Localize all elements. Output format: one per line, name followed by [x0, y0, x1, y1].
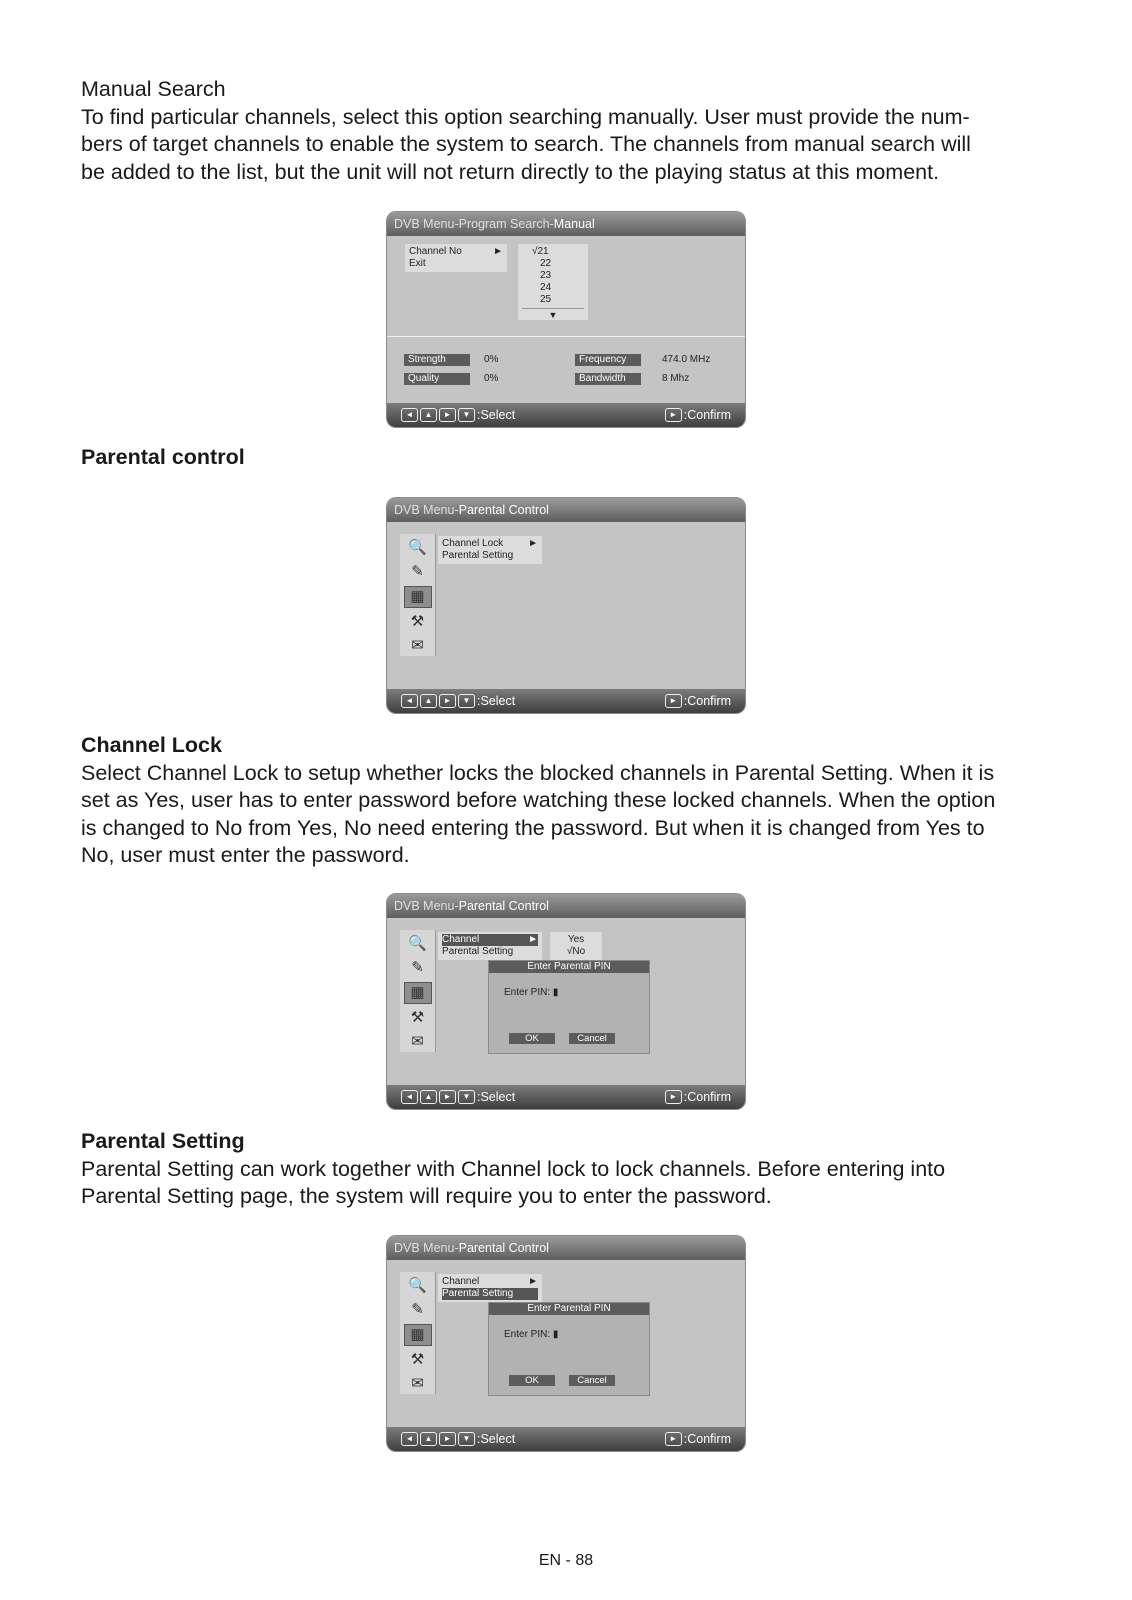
page-number: EN - 88: [538, 1552, 594, 1569]
parental-control-screen: [387, 498, 745, 713]
channel-item[interactable]: √21: [532, 246, 549, 257]
screen-footer: [387, 403, 745, 427]
lock-options: [550, 932, 602, 960]
frequency-value: 474.0 MHz: [662, 354, 711, 365]
parental-setting-line-2: Parental Setting page, the system will require you to enter the password.: [81, 1184, 772, 1208]
ok-button[interactable]: OK: [509, 1033, 555, 1044]
parental-control-heading: Parental control: [81, 445, 245, 469]
manual-search-line-1: To find particular channels, select this option searching manually. User must provide the num-: [81, 104, 970, 129]
select-hint: :Select: [477, 408, 516, 422]
search-icon[interactable]: 🔍: [408, 539, 427, 556]
play-key-icon: ►: [665, 1090, 682, 1104]
menu-item-channel-no[interactable]: Channel No ►: [409, 246, 503, 257]
dialog-title: Enter Parental PIN: [489, 1303, 649, 1315]
manual-search-screen: [387, 212, 745, 427]
cancel-button[interactable]: Cancel: [569, 1375, 615, 1386]
parental-setting-section: [81, 1128, 1071, 1211]
program-search-icon[interactable]: ✎: [411, 563, 424, 580]
select-hint: :Select: [477, 694, 516, 708]
right-key-icon: ►: [439, 1090, 456, 1104]
play-key-icon: ►: [665, 694, 682, 708]
cancel-button[interactable]: Cancel: [569, 1033, 615, 1044]
menu-item-channel[interactable]: Channel ►: [442, 1276, 538, 1287]
confirm-hint: :Confirm: [683, 1090, 731, 1104]
left-key-icon: ◄: [401, 1432, 418, 1446]
manual-search-section: [81, 76, 1071, 186]
menu-item-channel-lock[interactable]: Channel Lock ►: [442, 538, 538, 549]
pin-dialog: [488, 1302, 650, 1396]
screen-footer: [387, 1085, 745, 1109]
channel-item[interactable]: 22: [540, 258, 552, 269]
search-icon[interactable]: 🔍: [408, 1277, 427, 1294]
screen-title: DVB Menu-Parental Control: [387, 1236, 745, 1260]
screen-title: DVB Menu-Program Search-Manual: [387, 212, 745, 236]
bandwidth-label: Bandwidth: [575, 373, 641, 385]
up-key-icon: ▲: [420, 1090, 437, 1104]
mail-icon[interactable]: ✉: [411, 1375, 424, 1392]
down-key-icon: ▼: [458, 1432, 475, 1446]
channel-lock-line-2: set as Yes, user has to enter password before watching these locked channels. When the option: [81, 788, 996, 812]
dialog-title: Enter Parental PIN: [489, 961, 649, 973]
confirm-hint: :Confirm: [683, 1432, 731, 1446]
frequency-label: Frequency: [575, 354, 641, 366]
icon-sidebar: [400, 1272, 436, 1394]
icon-sidebar: [400, 534, 436, 656]
pin-field[interactable]: Enter PIN: ▮: [504, 987, 559, 998]
left-key-icon: ◄: [401, 694, 418, 708]
lock-icon[interactable]: ▦: [404, 586, 432, 608]
scroll-down-arrow-icon[interactable]: ▼: [522, 308, 584, 321]
channel-lock-screen: [387, 894, 745, 1109]
lock-icon[interactable]: ▦: [404, 982, 432, 1004]
parental-setting-line-1: Parental Setting can work together with Channel lock to lock channels. Before entering into: [81, 1156, 946, 1181]
channel-list: [518, 244, 588, 320]
down-key-icon: ▼: [458, 408, 475, 422]
search-icon[interactable]: 🔍: [408, 935, 427, 952]
quality-label: Quality: [404, 373, 470, 385]
select-hint: :Select: [477, 1090, 516, 1104]
pin-field[interactable]: Enter PIN: ▮: [504, 1329, 559, 1340]
play-key-icon: ►: [665, 408, 682, 422]
confirm-hint: :Confirm: [683, 408, 731, 422]
lock-icon[interactable]: ▦: [404, 1324, 432, 1346]
manual-search-line-3: be added to the list, but the unit will not return directly to the playing status at this moment.: [81, 159, 940, 184]
manual-search-heading: Manual Search: [81, 77, 226, 101]
left-key-icon: ◄: [401, 1090, 418, 1104]
parental-setting-heading: Parental Setting: [81, 1129, 245, 1153]
program-search-icon[interactable]: ✎: [411, 1301, 424, 1318]
channel-item[interactable]: 24: [540, 282, 552, 293]
right-key-icon: ►: [439, 408, 456, 422]
menu-item-parental-setting[interactable]: Parental Setting: [442, 550, 514, 561]
right-key-icon: ►: [439, 694, 456, 708]
mail-icon[interactable]: ✉: [411, 637, 424, 654]
screen-title: DVB Menu-Parental Control: [387, 498, 745, 522]
screen-title: DVB Menu-Parental Control: [387, 894, 745, 918]
menu-item-exit[interactable]: Exit: [409, 258, 426, 269]
parental-menu: [438, 932, 542, 960]
channel-item[interactable]: 25: [540, 294, 552, 305]
quality-value: 0%: [484, 373, 499, 384]
divider: [387, 336, 745, 337]
screen-footer: [387, 689, 745, 713]
channel-lock-line-4: No, user must enter the password.: [81, 843, 410, 867]
mail-icon[interactable]: ✉: [411, 1033, 424, 1050]
left-key-icon: ◄: [401, 408, 418, 422]
channel-lock-line-3: is changed to No from Yes, No need entering the password. But when it is changed from Yes to: [81, 815, 985, 840]
manual-search-line-2: bers of target channels to enable the system to search. The channels from manual search will: [81, 132, 971, 156]
option-yes[interactable]: Yes: [567, 934, 585, 945]
up-key-icon: ▲: [420, 1432, 437, 1446]
tool-icon[interactable]: ⚒: [410, 1351, 425, 1368]
play-key-icon: ►: [665, 1432, 682, 1446]
pin-dialog: [488, 960, 650, 1054]
select-hint: :Select: [477, 1432, 516, 1446]
strength-value: 0%: [484, 354, 499, 365]
up-key-icon: ▲: [420, 408, 437, 422]
parental-menu: [438, 536, 542, 564]
parental-setting-screen: [387, 1236, 745, 1451]
icon-sidebar: [400, 930, 436, 1052]
strength-label: Strength: [404, 354, 470, 366]
option-no[interactable]: √No: [566, 946, 586, 957]
channel-lock-heading: Channel Lock: [81, 733, 222, 757]
menu-item-parental-setting[interactable]: Parental Setting: [442, 946, 514, 957]
bandwidth-value: 8 Mhz: [662, 373, 690, 384]
down-key-icon: ▼: [458, 694, 475, 708]
channel-lock-line-1: Select Channel Lock to setup whether locks the blocked channels in Parental Setting. When it is: [81, 760, 995, 785]
menu-item-channel[interactable]: Channel ►: [442, 934, 538, 945]
menu-item-parental-setting[interactable]: Parental Setting: [442, 1288, 538, 1300]
right-key-icon: ►: [439, 1432, 456, 1446]
channel-item[interactable]: 23: [540, 270, 552, 281]
screen-footer: [387, 1427, 745, 1451]
parental-menu: [438, 1274, 542, 1302]
program-search-icon[interactable]: ✎: [411, 959, 424, 976]
channel-lock-section: [81, 732, 1071, 870]
up-key-icon: ▲: [420, 694, 437, 708]
tool-icon[interactable]: ⚒: [410, 613, 425, 630]
down-key-icon: ▼: [458, 1090, 475, 1104]
ok-button[interactable]: OK: [509, 1375, 555, 1386]
tool-icon[interactable]: ⚒: [410, 1009, 425, 1026]
confirm-hint: :Confirm: [683, 694, 731, 708]
search-menu: [405, 244, 507, 272]
